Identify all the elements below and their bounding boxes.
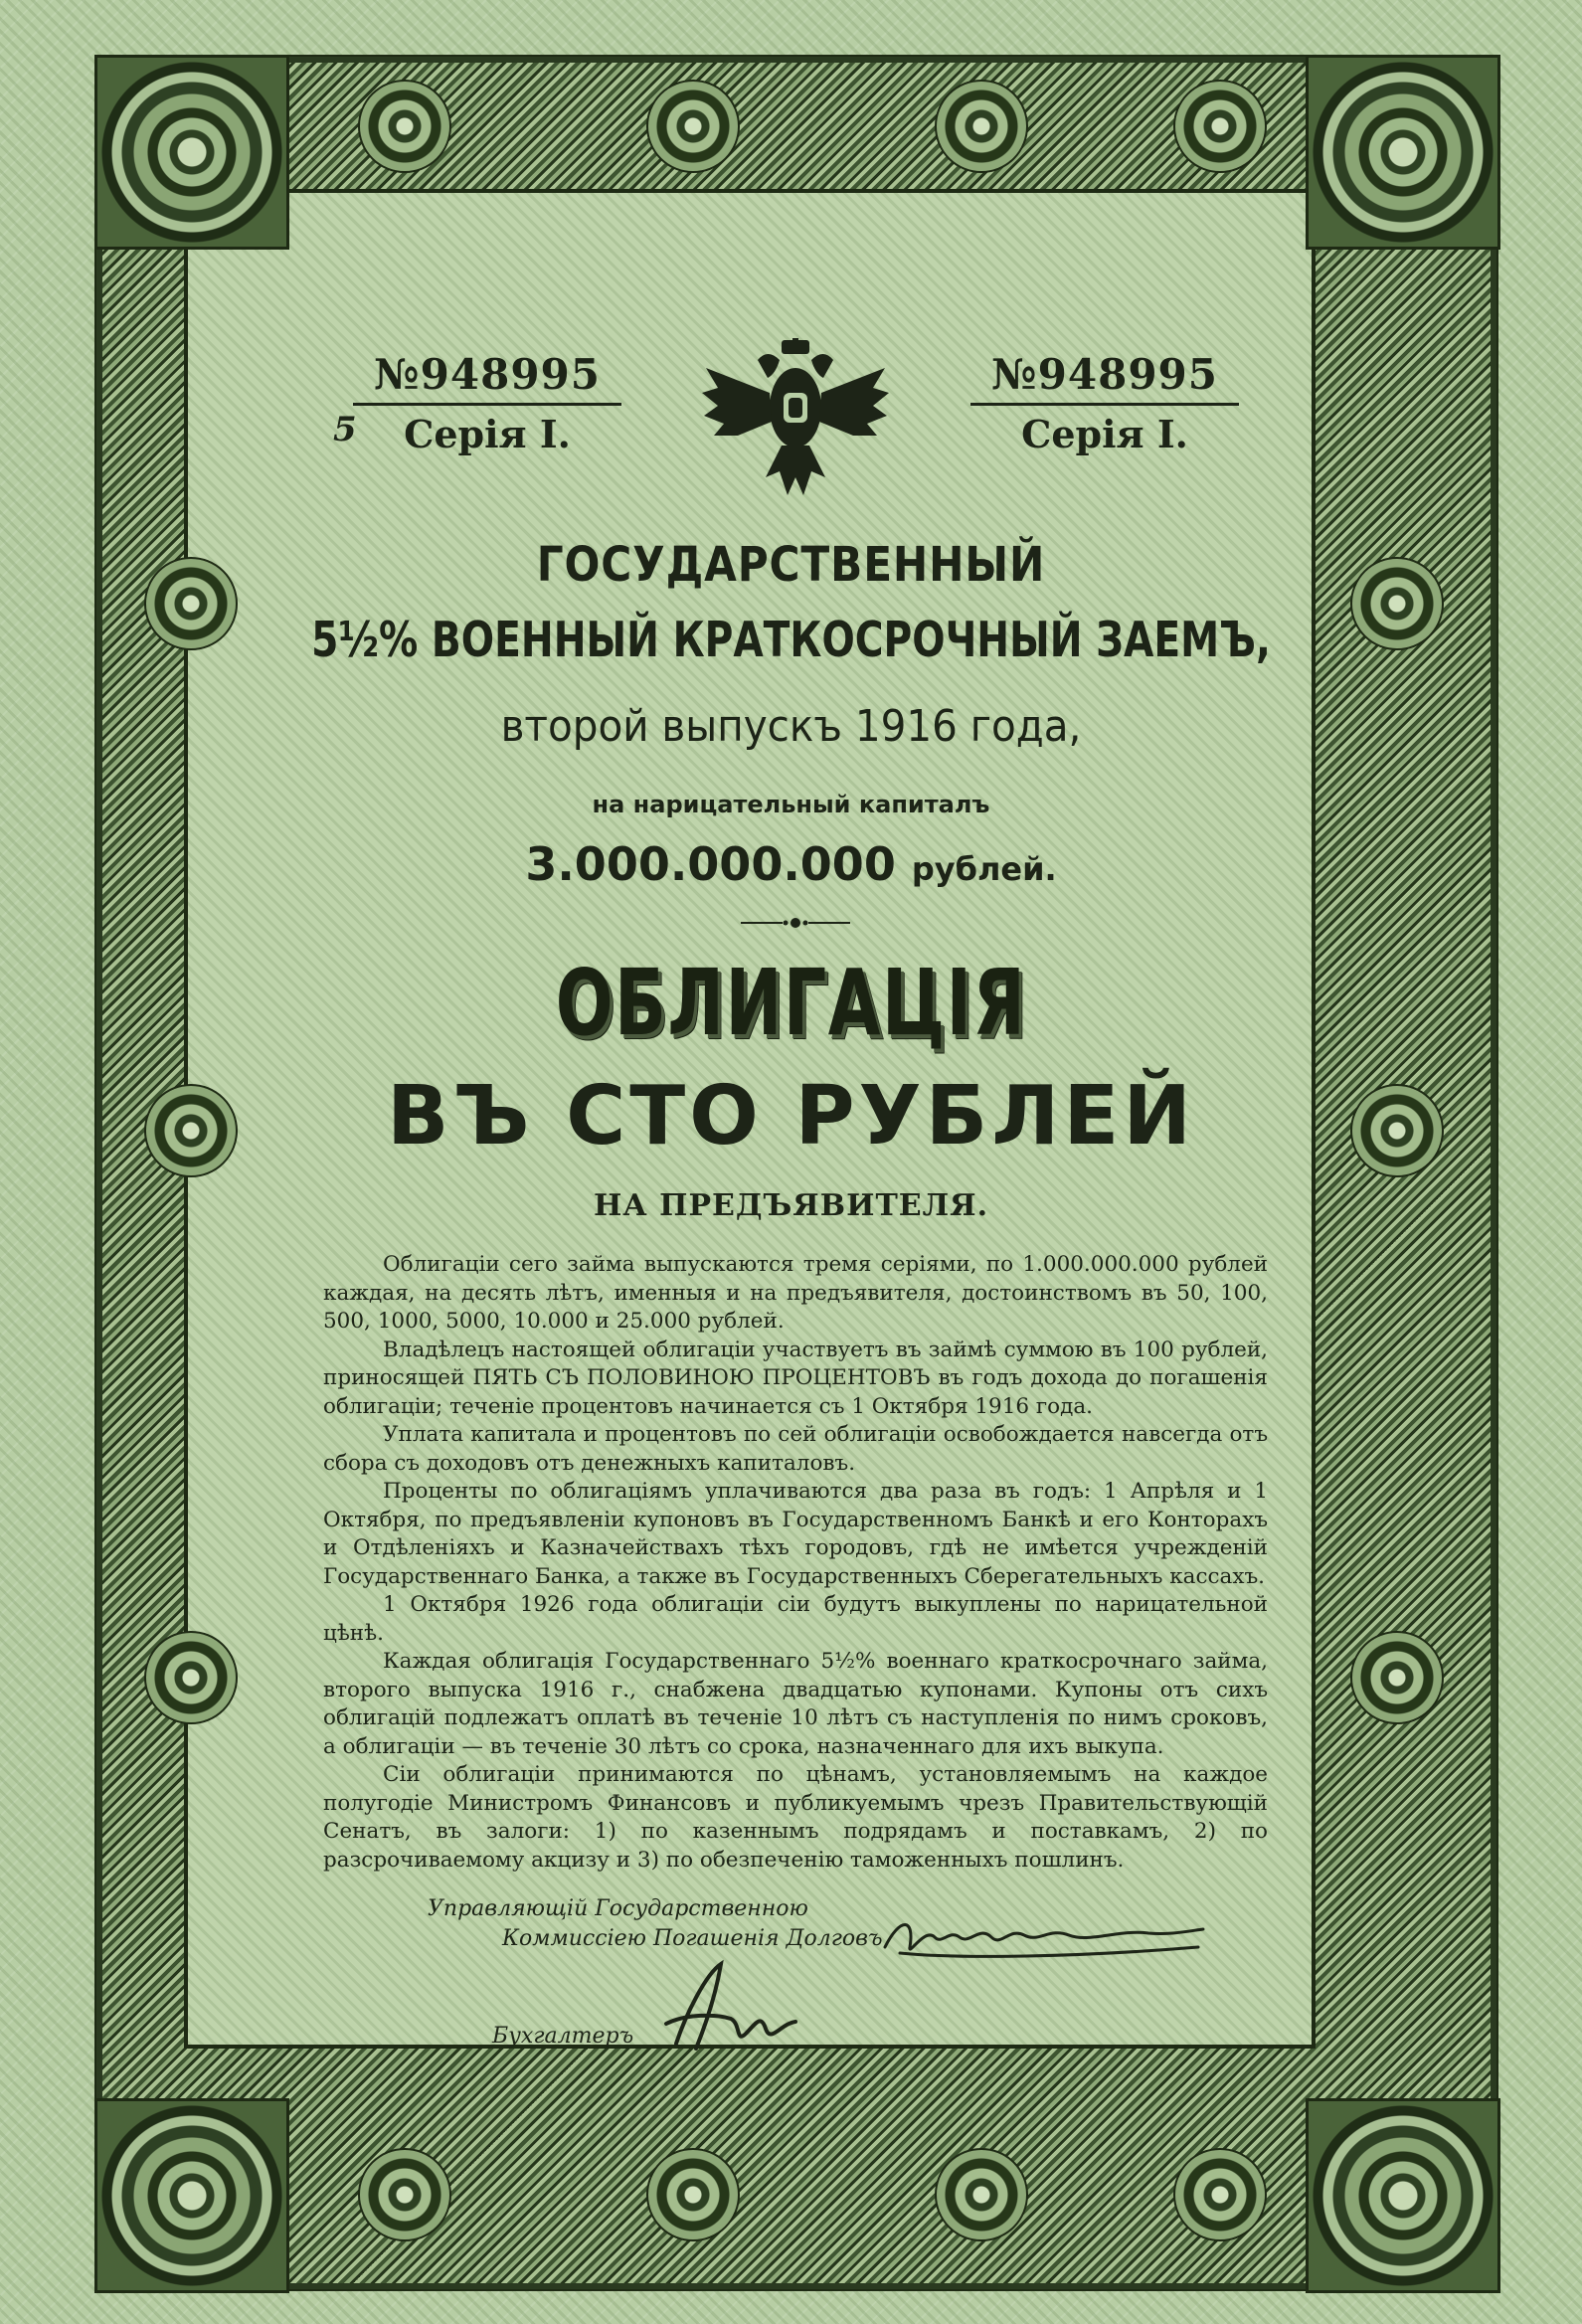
heading-loan-title: 5½% ВОЕННЫЙ КРАТКОСРОЧНЫЙ ЗАЕМЪ,	[311, 612, 1271, 668]
accountant-signature	[636, 1954, 805, 2063]
heading-issue: второй выпускъ 1916 года,	[500, 701, 1082, 752]
corner-rosette-top-left	[94, 55, 289, 250]
serial-number: №948995	[353, 350, 621, 406]
terms-paragraph: Владѣлецъ настоящей облигаціи участвуетъ въ займѣ суммою въ 100 рублей, приносящей ПЯТЬ СЪ ПОЛОВИНОЮ ПРОЦЕНТОВЪ въ годъ дохода до погашенія облигаціи; теченіе процентовъ начинается съ 1 Октября 1916 года.	[323, 1337, 1268, 1419]
heading-amount	[0, 837, 1582, 891]
corner-rosette-bottom-left	[94, 2098, 289, 2293]
manager-signature	[880, 1907, 1208, 1967]
heading-line1-wrap	[0, 537, 1582, 593]
band-rosette	[1173, 80, 1267, 173]
heading-line4-wrap	[0, 791, 1582, 818]
corner-rosette-top-right	[1306, 55, 1500, 250]
band-rosette	[935, 80, 1028, 173]
series-label: Серія I.	[404, 412, 571, 456]
title-value-wrap	[0, 1069, 1582, 1163]
series-label: Серія I.	[1021, 412, 1188, 456]
title-bearer-wrap	[0, 1188, 1582, 1223]
heading-line2-wrap	[0, 612, 1582, 668]
title-bond: ОБЛИГАЦІЯ	[555, 950, 1027, 1056]
heading-amount-wrap	[0, 837, 1582, 891]
band-rosette	[358, 80, 451, 173]
heading-line3-wrap	[0, 701, 1582, 752]
terms-paragraph: Проценты по облигаціямъ уплачиваются два раза въ годъ: 1 Апрѣля и 1 Октября, по предъявленіи купоновъ въ Государственномъ Банкѣ и его Конторахъ и Отдѣленіяхъ и Казначействахъ тѣхъ городовъ, гдѣ не имѣется учрежденій Государственнаго Банка, а также въ Государственныхъ Сберегательныхъ кассахъ.	[323, 1479, 1268, 1589]
band-rosette	[935, 2148, 1028, 2241]
manager-title-line2: Коммиссіею Погашенія Долговъ	[502, 1926, 883, 1951]
serial-block-right	[970, 350, 1239, 456]
terms-paragraph: Уплата капитала и процентовъ по сей облигаціи освобождается навсегда отъ сбора съ доходовъ отъ денежныхъ капиталовъ.	[323, 1422, 1268, 1476]
title-bearer: НА ПРЕДЪЯВИТЕЛЯ.	[593, 1188, 989, 1223]
band-rosette	[1350, 1631, 1444, 1724]
band-rosette	[1173, 2148, 1267, 2241]
ornament-divider	[741, 916, 850, 930]
terms-paragraph: Каждая облигація Государственнаго 5½% военнаго краткосрочнаго займа, второго выпуска 1916 г., снабжена двадцатью купонами. Купоны отъ сихъ облигацій подлежатъ оплатѣ въ теченіе 10 лѣтъ съ наступленія по нимъ сроковъ, а облигаціи — въ теченіе 30 лѣтъ со срока, назначеннаго для ихъ выкупа.	[323, 1649, 1268, 1759]
accountant-label: Бухгалтеръ	[492, 2024, 634, 2049]
band-rosette	[646, 2148, 740, 2241]
title-denomination: ВЪ СТО РУБЛЕЙ	[386, 1069, 1196, 1163]
title-main-wrap	[0, 950, 1582, 1056]
terms-paragraph: Сіи облигаціи принимаются по цѣнамъ, установляемымъ на каждое полугодіе Министромъ Финансовъ и публикуемымъ чрезъ Правительствующій Сенатъ, въ залоги: 1) по казеннымъ подрядамъ и поставкамъ, 2) по разсрочиваемому акцизу и 3) по обезпеченію таможенныхъ пошлинъ.	[323, 1762, 1268, 1873]
band-rosette	[358, 2148, 451, 2241]
band-rosette	[646, 80, 740, 173]
capital-unit: рублей.	[911, 850, 1057, 888]
double-headed-eagle-emblem	[696, 338, 895, 507]
band-rosette	[144, 1631, 238, 1724]
serial-block-left	[353, 350, 621, 456]
capital-amount: 3.000.000.000	[525, 837, 896, 891]
heading-capital-label: на нарицательный капиталъ	[592, 791, 990, 818]
bond-terms	[323, 1251, 1268, 1875]
heading-state: ГОСУДАРСТВЕННЫЙ	[536, 537, 1046, 593]
serial-number: №948995	[970, 350, 1239, 406]
corner-rosette-bottom-right	[1306, 2098, 1500, 2293]
terms-paragraph: Облигаціи сего займа выпускаются тремя серіями, по 1.000.000.000 рублей каждая, на десять лѣтъ, именныя и на предъявителя, достоинствомъ въ 50, 100, 500, 1000, 5000, 10.000 и 25.000 рублей.	[323, 1252, 1268, 1334]
terms-paragraph: 1 Октября 1926 года облигаціи сіи будутъ выкуплены по нарицательной цѣнѣ.	[323, 1592, 1268, 1646]
margin-mark: 5	[333, 410, 357, 449]
manager-title-line1: Управляющій Государственною	[428, 1896, 808, 1921]
